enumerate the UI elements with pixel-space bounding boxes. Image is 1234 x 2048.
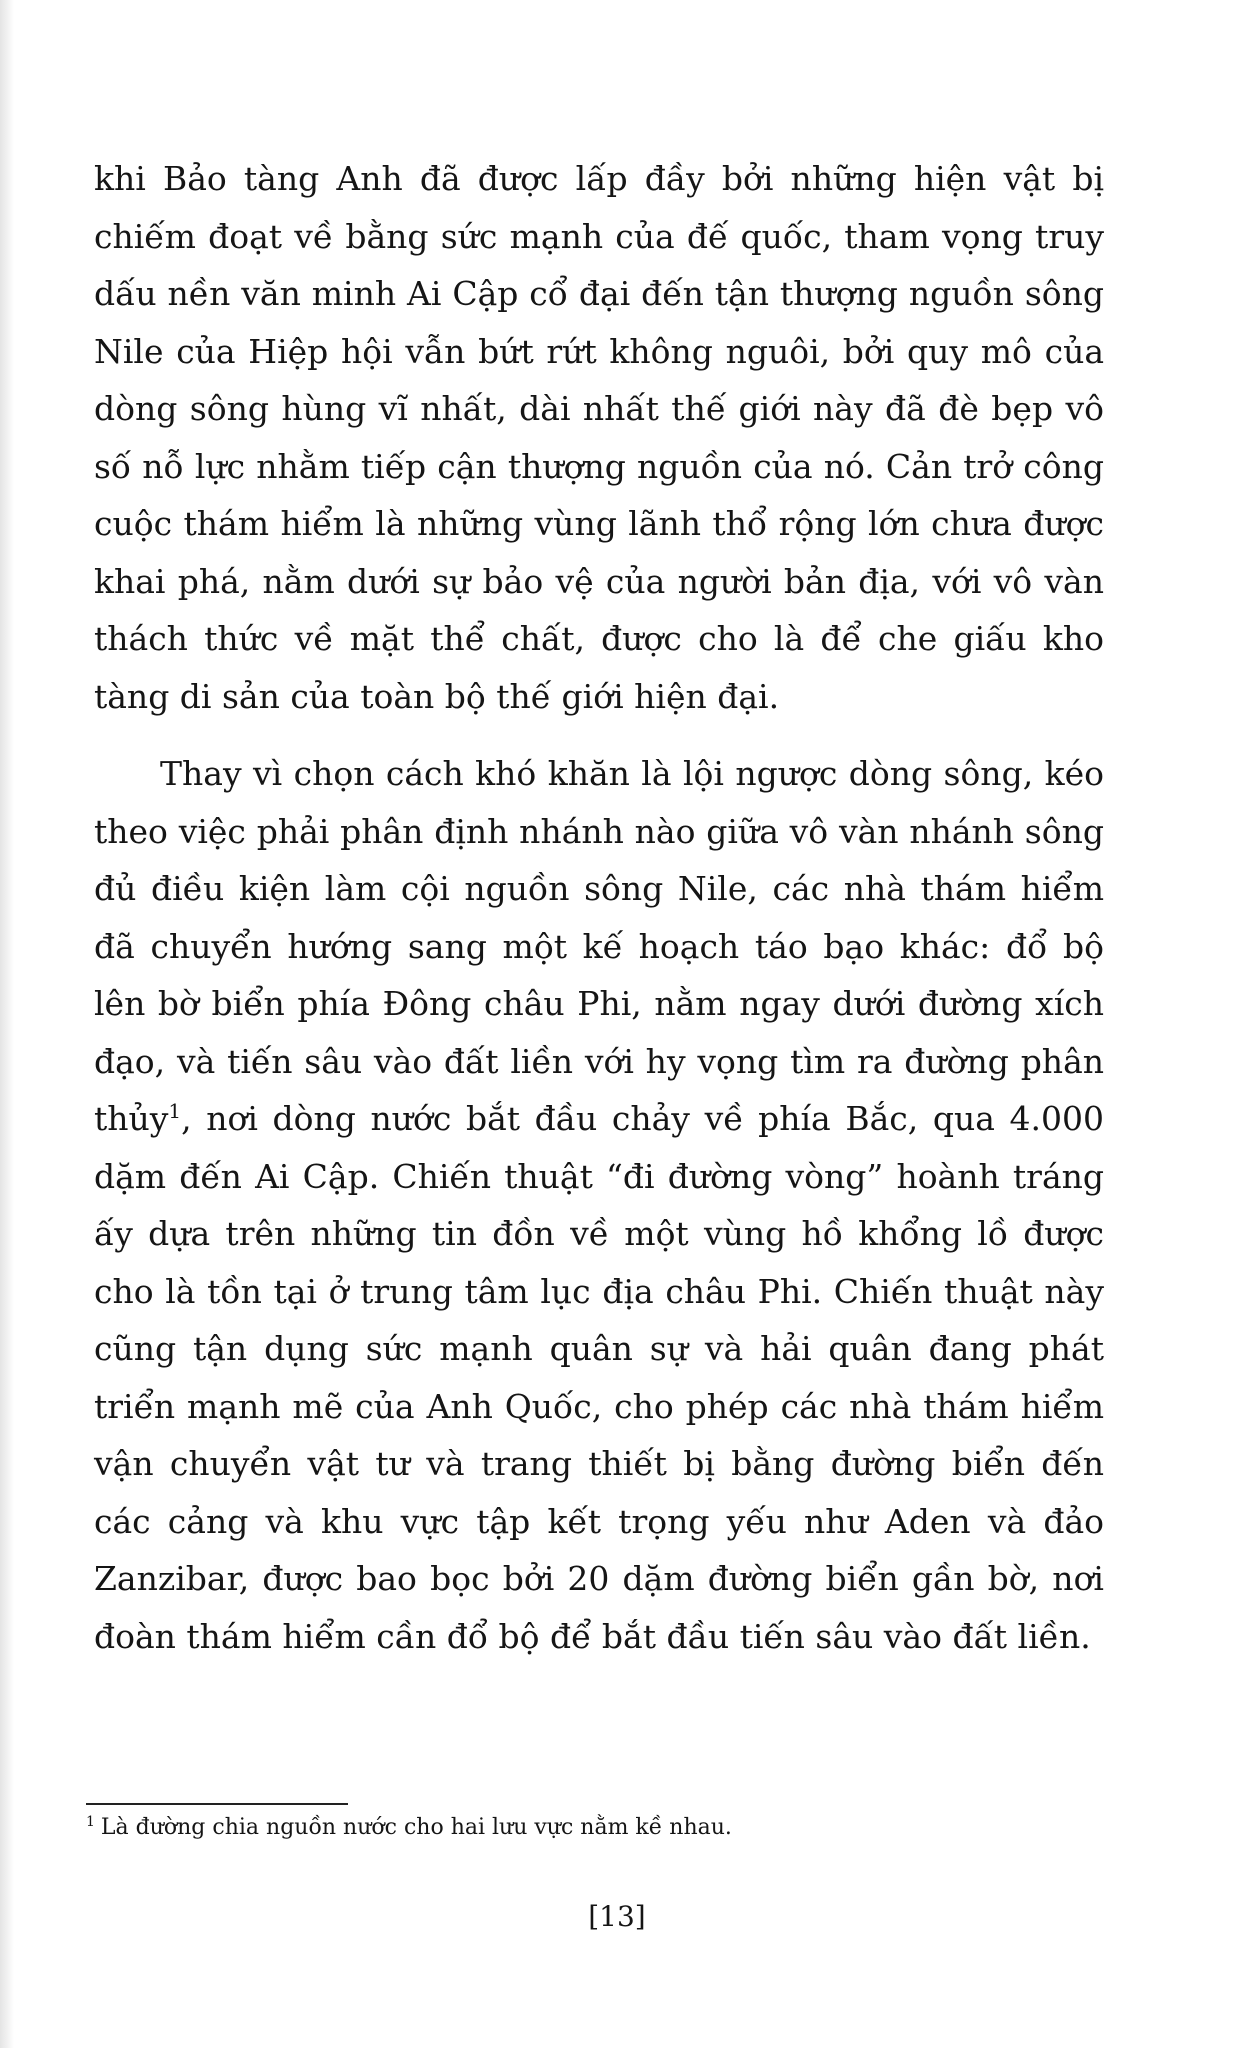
paragraph-2-text-start: Thay vì chọn cách khó khăn là lội ngược dòng sông, kéo theo việc phải phân định nhánh nào giữa vô vàn nhánh sông đủ điều kiện làm cội nguồn sông Nile, các nhà thám hiểm đã chuyển hướng sang một kế hoạch táo bạo khác: đổ bộ lên bờ biển phía Đông châu Phi, nằm ngay dưới đường xích đạo, và tiến sâu vào đất liền với hy vọng tìm ra đường phân thủy xyxy=(94,754,1104,1138)
footnote-divider xyxy=(86,1803,348,1805)
footnote-text: Là đường chia nguồn nước cho hai lưu vực nằm kề nhau. xyxy=(100,1815,732,1840)
body-text xyxy=(94,150,1104,1665)
paragraph-2-text-end: , nơi dòng nước bắt đầu chảy về phía Bắc, qua 4.000 dặm đến Ai Cập. Chiến thuật “đi đường vòng” hoành tráng ấy dựa trên những tin đồn về một vùng hồ khổng lồ được cho là tồn tại ở trung tâm lục địa châu Phi. Chiến thuật này cũng tận dụng sức mạnh quân sự và hải quân đang phát triển mạnh mẽ của Anh Quốc, cho phép các nhà thám hiểm vận chuyển vật tư và trang thiết bị bằng đường biển đến các cảng và khu vực tập kết trọng yếu như Aden và đảo Zanzibar, được bao bọc bởi 20 dặm đường biển gần bờ, nơi đoàn thám hiểm cần đổ bộ để bắt đầu tiến sâu vào đất liền. xyxy=(94,1099,1104,1656)
page-number: [13] xyxy=(588,1900,646,1933)
paragraph-1: khi Bảo tàng Anh đã được lấp đầy bởi những hiện vật bị chiếm đoạt về bằng sức mạnh của đế quốc, tham vọng truy dấu nền văn minh Ai Cập cổ đại đến tận thượng nguồn sông Nile của Hiệp hội vẫn bứt rứt không nguôi, bởi quy mô của dòng sông hùng vĩ nhất, dài nhất thế giới này đã đè bẹp vô số nỗ lực nhằm tiếp cận thượng nguồn của nó. Cản trở công cuộc thám hiểm là những vùng lãnh thổ rộng lớn chưa được khai phá, nằm dưới sự bảo vệ của người bản địa, với vô vàn thách thức về mặt thể chất, được cho là để che giấu kho tàng di sản của toàn bộ thế giới hiện đại. xyxy=(94,159,1104,716)
footnote-marker: 1 xyxy=(86,1813,95,1830)
footnote xyxy=(86,1812,1096,1844)
footnote-reference: 1 xyxy=(168,1099,182,1123)
paragraph-2 xyxy=(94,745,1104,1665)
